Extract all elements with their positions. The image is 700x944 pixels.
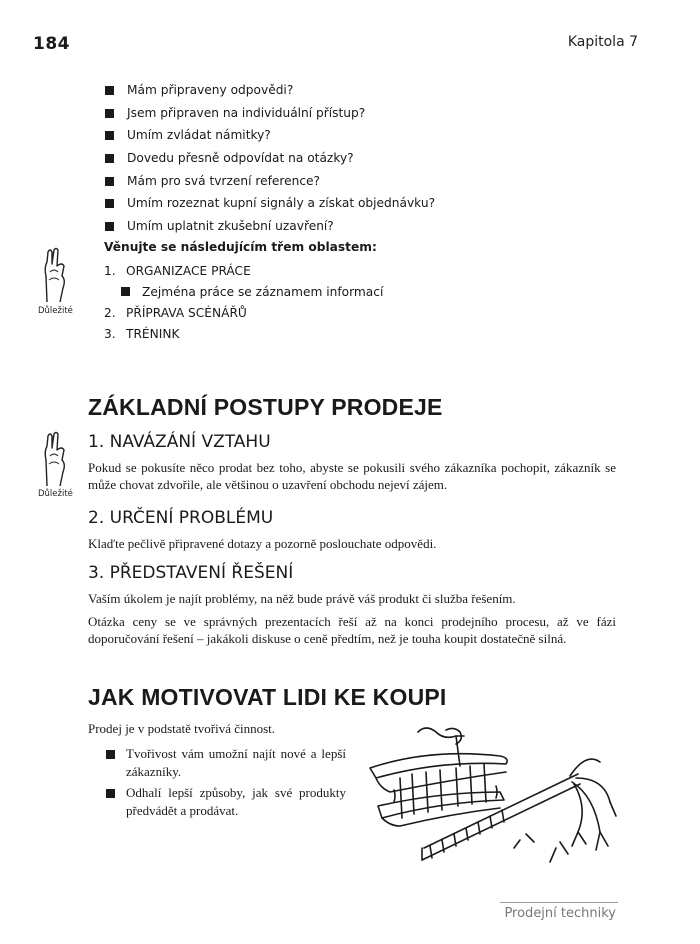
chapter-title: Kapitola 7 (567, 34, 638, 50)
list-item: Dovedu přesně odpovídat na otázky? (104, 148, 624, 171)
list-sub-item: Zejména práce se záznamem informací (104, 283, 624, 304)
bullet-square-icon (105, 199, 114, 208)
bullet-list (106, 745, 346, 823)
footer-text: Prodejní techniky (504, 906, 616, 921)
bullet-square-icon (121, 287, 130, 296)
bullet-square-icon (105, 131, 114, 140)
subsection-heading: 2. URČENÍ PROBLÉMU (88, 508, 274, 528)
list-item: Mám pro svá tvrzení reference? (104, 171, 624, 194)
paragraph: Pokud se pokusíte něco prodat bez toho, abyste se pokusili svého zákazníka pochopit, zákazník se může chovat zdvořile, ale většinou o uzavření obchodu nejeví zájem. (88, 460, 616, 492)
list-item: 2. PŘÍPRAVA SCÉNÁŘŮ (104, 306, 247, 320)
areas-list (104, 262, 624, 346)
tools-illustration (360, 722, 620, 872)
subsection-heading: 3. PŘEDSTAVENÍ ŘEŠENÍ (88, 563, 294, 583)
checklist (104, 80, 624, 239)
paragraph: Otázka ceny se ve správných prezentacích řeší až na konci prodejního procesu, až ve fázi doporučování řešení – jakákoli diskuse o ceně předtím, než je touha koupit dostatečně silná. (88, 614, 616, 646)
pointing-hand-icon (38, 246, 68, 304)
pointing-hand-icon (38, 430, 68, 488)
list-item: 3. TRÉNINK (104, 327, 180, 341)
bullet-square-icon (105, 177, 114, 186)
list-item: Odhalí lepší způsoby, jak své produkty předvádět a prodávat. (106, 784, 346, 820)
section-heading: JAK MOTIVOVAT LIDI KE KOUPI (88, 684, 447, 710)
list-item: Umím rozeznat kupní signály a získat objednávku? (104, 193, 624, 216)
page-number: 184 (33, 34, 70, 54)
section-heading: ZÁKLADNÍ POSTUPY PRODEJE (88, 394, 443, 420)
list-item: Jsem připraven na individuální přístup? (104, 103, 624, 126)
list-item: 1. ORGANIZACE PRÁCE (104, 264, 251, 278)
paragraph: Prodej je v podstatě tvořivá činnost. (88, 721, 276, 736)
bullet-square-icon (105, 154, 114, 163)
footer-rule (500, 902, 618, 903)
list-item: Tvořivost vám umožní najít nové a lepší zákazníky. (106, 745, 346, 781)
list-item: Umím zvládat námitky? (104, 125, 624, 148)
bullet-square-icon (105, 86, 114, 95)
list-item: Umím uplatnit zkušební uzavření? (104, 216, 624, 239)
important-label: Důležité (38, 489, 73, 499)
bullet-square-icon (105, 109, 114, 118)
bullet-square-icon (105, 222, 114, 231)
paragraph: Vaším úkolem je najít problémy, na něž bude právě váš produkt či služba řešením. (88, 591, 516, 606)
list-item: Mám připraveny odpovědi? (104, 80, 624, 103)
important-label: Důležité (38, 306, 73, 316)
subsection-heading: 1. NAVÁZÁNÍ VZTAHU (88, 432, 271, 452)
bullet-square-icon (106, 789, 115, 798)
bullet-square-icon (106, 750, 115, 759)
paragraph: Klaďte pečlivě připravené dotazy a pozorně poslouchate odpovědi. (88, 536, 437, 551)
areas-intro: Věnujte se následujícím třem oblastem: (104, 240, 377, 254)
